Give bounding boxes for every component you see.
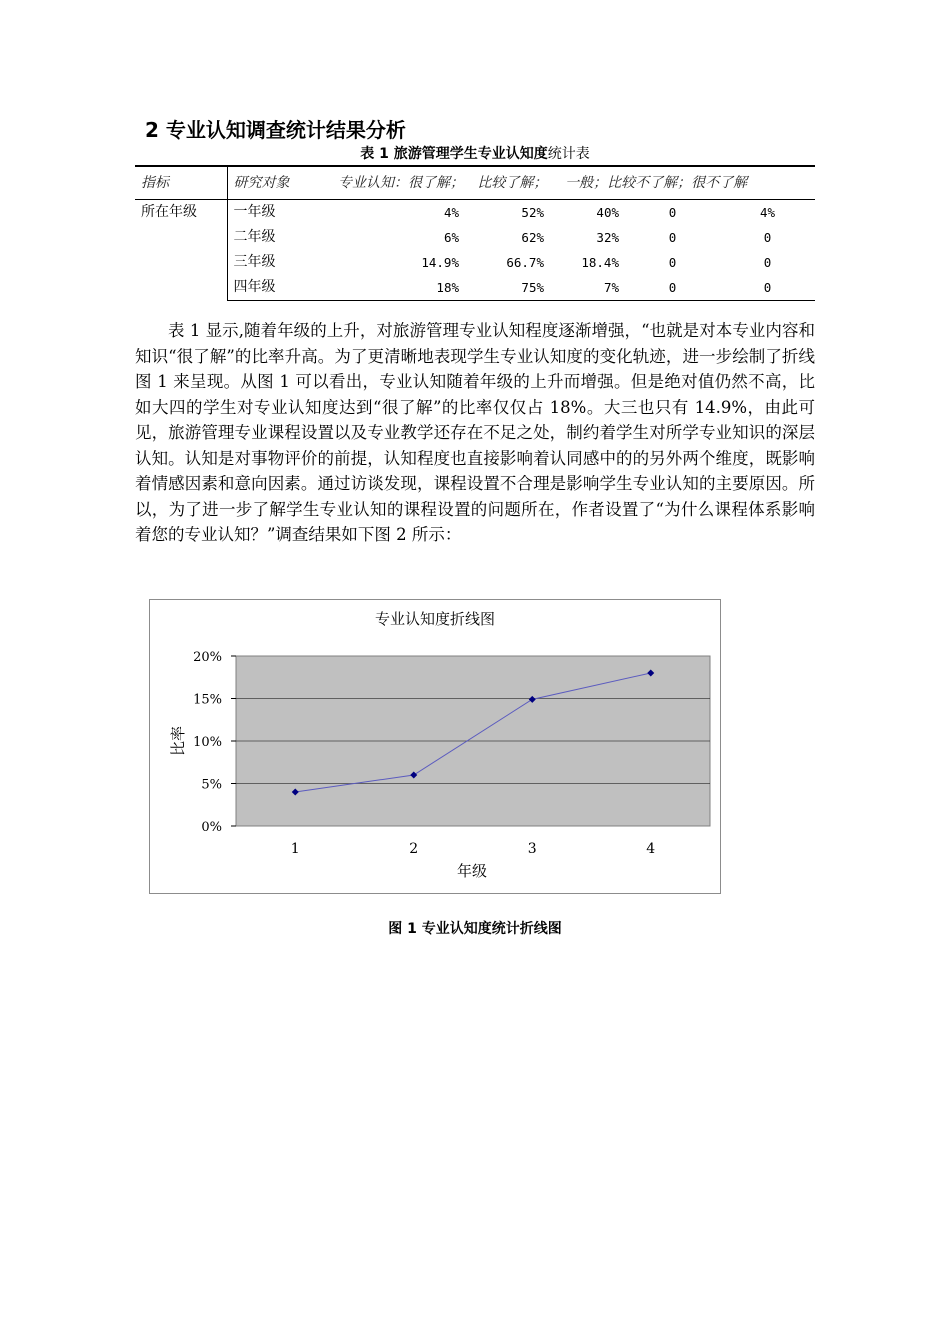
table-row: [135, 250, 815, 275]
table-caption-bold: 表 1 旅游管理学生专业认知度: [360, 146, 548, 162]
table-header-row: [135, 166, 815, 200]
x-tick-label: 2: [409, 841, 419, 857]
x-tick-label: 3: [527, 841, 537, 857]
table-row: [135, 275, 815, 301]
cell-average: 18.4%: [581, 255, 619, 270]
body-paragraph: 表 1 显示,随着年级的上升，对旅游管理专业认知程度逐渐增强，“也就是对本专业内容和知识“很了解”的比率升高。为了更清晰地表现学生专业认知度的变化轨迹，进一步绘制了折线图 1 来呈现。从图 1 可以看出，专业认知随着年级的上升而增强。但是绝对值仍然不高，比如大四的学生对专业认知度达到“很了解”的比率仅仅占 18%。大三也只有 14.9%，由此可见，旅游管理专业课程设置以及专业教学还存在不足之处，制约着学生对所学专业知识的深层认知。认知是对事物评价的前提，认知程度也直接影响着认同感中的的另外两个维度，既影响着情感因素和意向因素。通过访谈发现，课程设置不合理是影响学生专业认知的主要原因。所以，为了进一步了解学生专业认知的课程设置的问题所在，作者设置了“为什么课程体系影响着您的专业认知？”调查结果如下图 2 所示：: [135, 321, 815, 544]
cell-very-familiar: 6%: [443, 230, 459, 245]
cell-very-familiar: 14.9%: [421, 255, 459, 270]
cell-fairly-unfamiliar: 0: [668, 255, 677, 270]
x-axis-label: 年级: [456, 862, 488, 880]
y-tick-label: 5%: [201, 777, 222, 793]
x-tick-label: 4: [646, 841, 656, 857]
cell-fairly-familiar: 75%: [465, 275, 550, 301]
y-tick-label: 0%: [201, 820, 222, 835]
header-awareness-c: 一般；比较不了解；很不了解: [565, 175, 748, 191]
line-chart: [149, 599, 721, 894]
y-axis-label: 比率: [169, 725, 187, 757]
table-row: [135, 200, 815, 226]
statistics-table-wrapper: [135, 165, 815, 301]
cell-fairly-unfamiliar: 0: [668, 230, 677, 245]
line-chart-svg: [150, 600, 720, 893]
row-grade: 四年级: [227, 275, 332, 301]
header-subject: 研究对象: [227, 166, 332, 200]
statistics-table: [135, 165, 815, 301]
header-awareness-b: 比较了解；: [477, 175, 548, 191]
row-grade: 三年级: [233, 254, 276, 270]
cell-average: 32%: [596, 230, 619, 245]
row-grade: 一年级: [233, 204, 276, 220]
table-caption: [135, 143, 815, 163]
cell-fairly-familiar: 62%: [521, 230, 544, 245]
header-awareness-a: 专业认知：很了解；: [338, 175, 464, 191]
cell-very-unfamiliar: 0: [763, 230, 772, 245]
cell-fairly-familiar: 52%: [521, 205, 544, 220]
cell-very-familiar: 4%: [443, 205, 459, 220]
y-tick-label: 20%: [193, 650, 222, 665]
cell-average: 40%: [596, 205, 619, 220]
chart-title: 专业认知度折线图: [374, 610, 496, 628]
group-label: 所在年级: [135, 200, 227, 301]
cell-very-familiar: 18%: [332, 275, 465, 301]
y-tick-label: 10%: [193, 735, 222, 750]
row-grade: 二年级: [233, 229, 276, 245]
table-caption-tail: 统计表: [547, 146, 590, 162]
x-tick-label: 1: [290, 841, 300, 857]
table-row: [135, 225, 815, 250]
cell-fairly-unfamiliar: 0: [668, 205, 677, 220]
cell-very-unfamiliar: 4%: [759, 205, 776, 220]
cell-fairly-unfamiliar: 0: [625, 275, 720, 301]
header-indicator: 指标: [135, 166, 227, 200]
cell-fairly-familiar: 66.7%: [506, 255, 544, 270]
figure-caption: 图 1 专业认知度统计折线图: [388, 921, 562, 937]
section-heading: 2 专业认知调查统计结果分析: [145, 118, 406, 142]
cell-average: 7%: [550, 275, 625, 301]
y-tick-label: 15%: [193, 692, 222, 708]
cell-very-unfamiliar: 0: [720, 275, 815, 301]
cell-very-unfamiliar: 0: [763, 255, 772, 270]
header-awareness: [332, 166, 815, 200]
